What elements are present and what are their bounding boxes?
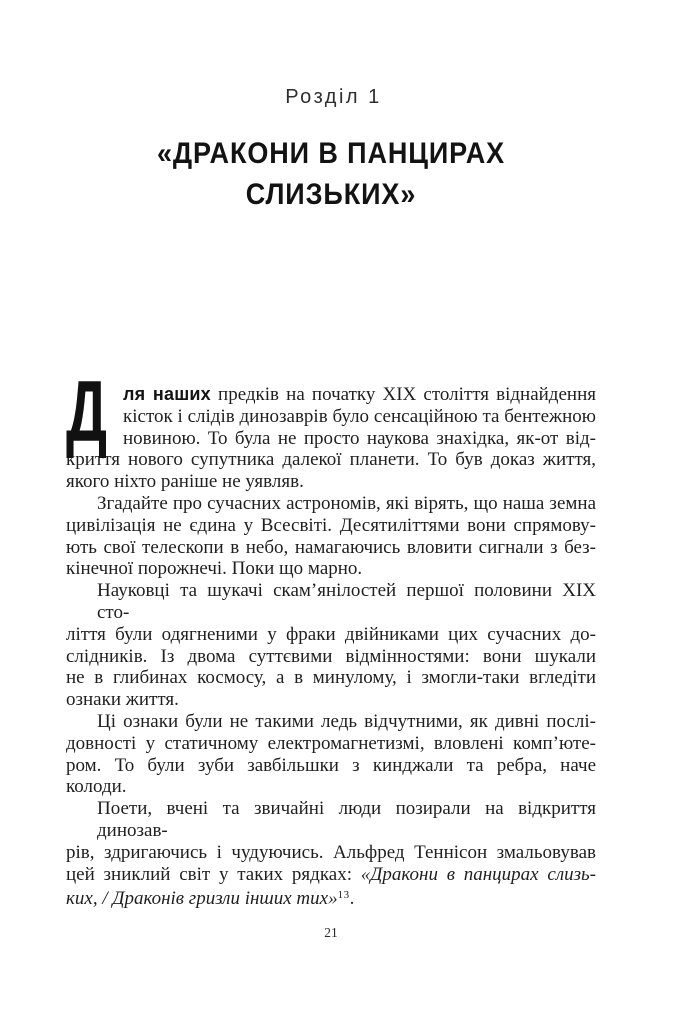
text-line: не в глибинах космосу, а в минулому, і змогли-таки вгледіти <box>66 667 596 689</box>
paragraph-3 <box>66 580 596 711</box>
paragraph-1 <box>66 364 596 493</box>
text-line: слідників. Із двома суттєвими відмінностями: вони шукали <box>66 645 596 667</box>
text-line: ром. То були зуби завбільшки з кинджали та ребра, наче <box>66 754 596 776</box>
chapter-title-line-1: «ДРАКОНИ В ПАНЦИРАХ <box>156 137 506 170</box>
text-line: цивілізація не єдина у Всесвіті. Десятиліттями вони спрямову- <box>66 514 596 536</box>
text-line: якого ніхто раніше не уявляв. <box>66 471 304 493</box>
paragraph-4 <box>66 711 596 798</box>
verse-quote: «Дракони в панцирах слизь- <box>360 863 596 885</box>
paragraph-2 <box>66 493 596 580</box>
bold-lead-in: ля наших <box>123 384 211 404</box>
text-line: Поети, вчені та звичайні люди позирали на відкриття динозав- <box>97 798 596 841</box>
text-line: рів, здригаючись і чудуючись. Альфред Теннісон змальовував <box>66 841 596 863</box>
text-line: ють свої телескопи в небо, намагаючись вловити сигнали з без- <box>66 536 596 558</box>
text-line: Згадайте про сучасних астрономів, які вірять, що наша земна <box>97 492 596 514</box>
text-segment: предків на початку XIX століття віднайдення <box>210 384 596 405</box>
page-number: 21 <box>324 925 338 940</box>
text-line: колоди. <box>66 776 127 798</box>
paragraph-5 <box>66 798 596 910</box>
text-line <box>66 885 596 910</box>
verse-quote: ких, / Драконів гризли інших тих» <box>66 888 338 910</box>
chapter-title-line-2: СЛИЗЬКИХ» <box>245 178 417 211</box>
text-line: Науковці та шукачі скам’янілостей першої половини XIX сто- <box>97 580 596 623</box>
text-line: ліття були одягненими у фраки двійниками цих сучасних до- <box>66 623 596 645</box>
text-line: кісток і слідів динозаврів було сенсаційною та бентежною <box>123 405 596 427</box>
text-line <box>66 384 596 406</box>
text-segment: . <box>349 888 355 910</box>
text-line: Ці ознаки були не такими ледь відчутними, як дивні послі- <box>97 710 596 732</box>
dropcap-letter: Д <box>66 364 108 460</box>
text-line: новиною. То була не просто наукова знахідка, як-от від- <box>123 427 596 449</box>
text-line: криття нового супутника далекої планети. То був доказ життя, <box>66 449 596 471</box>
text-line: кінечної порожнечі. Поки що марно. <box>66 558 363 580</box>
footnote-reference: 13 <box>337 889 350 902</box>
text-line <box>66 864 596 886</box>
chapter-title <box>93 133 570 215</box>
body-text <box>66 364 596 910</box>
chapter-label: Розділ 1 <box>285 86 382 108</box>
text-line: довності у статичному електромагнетизмі, вловлені комп’юте- <box>66 732 596 754</box>
text-segment: цей зниклий світ у таких рядках: <box>66 863 361 885</box>
text-line: ознаки життя. <box>66 689 179 711</box>
text-column <box>66 0 596 1024</box>
